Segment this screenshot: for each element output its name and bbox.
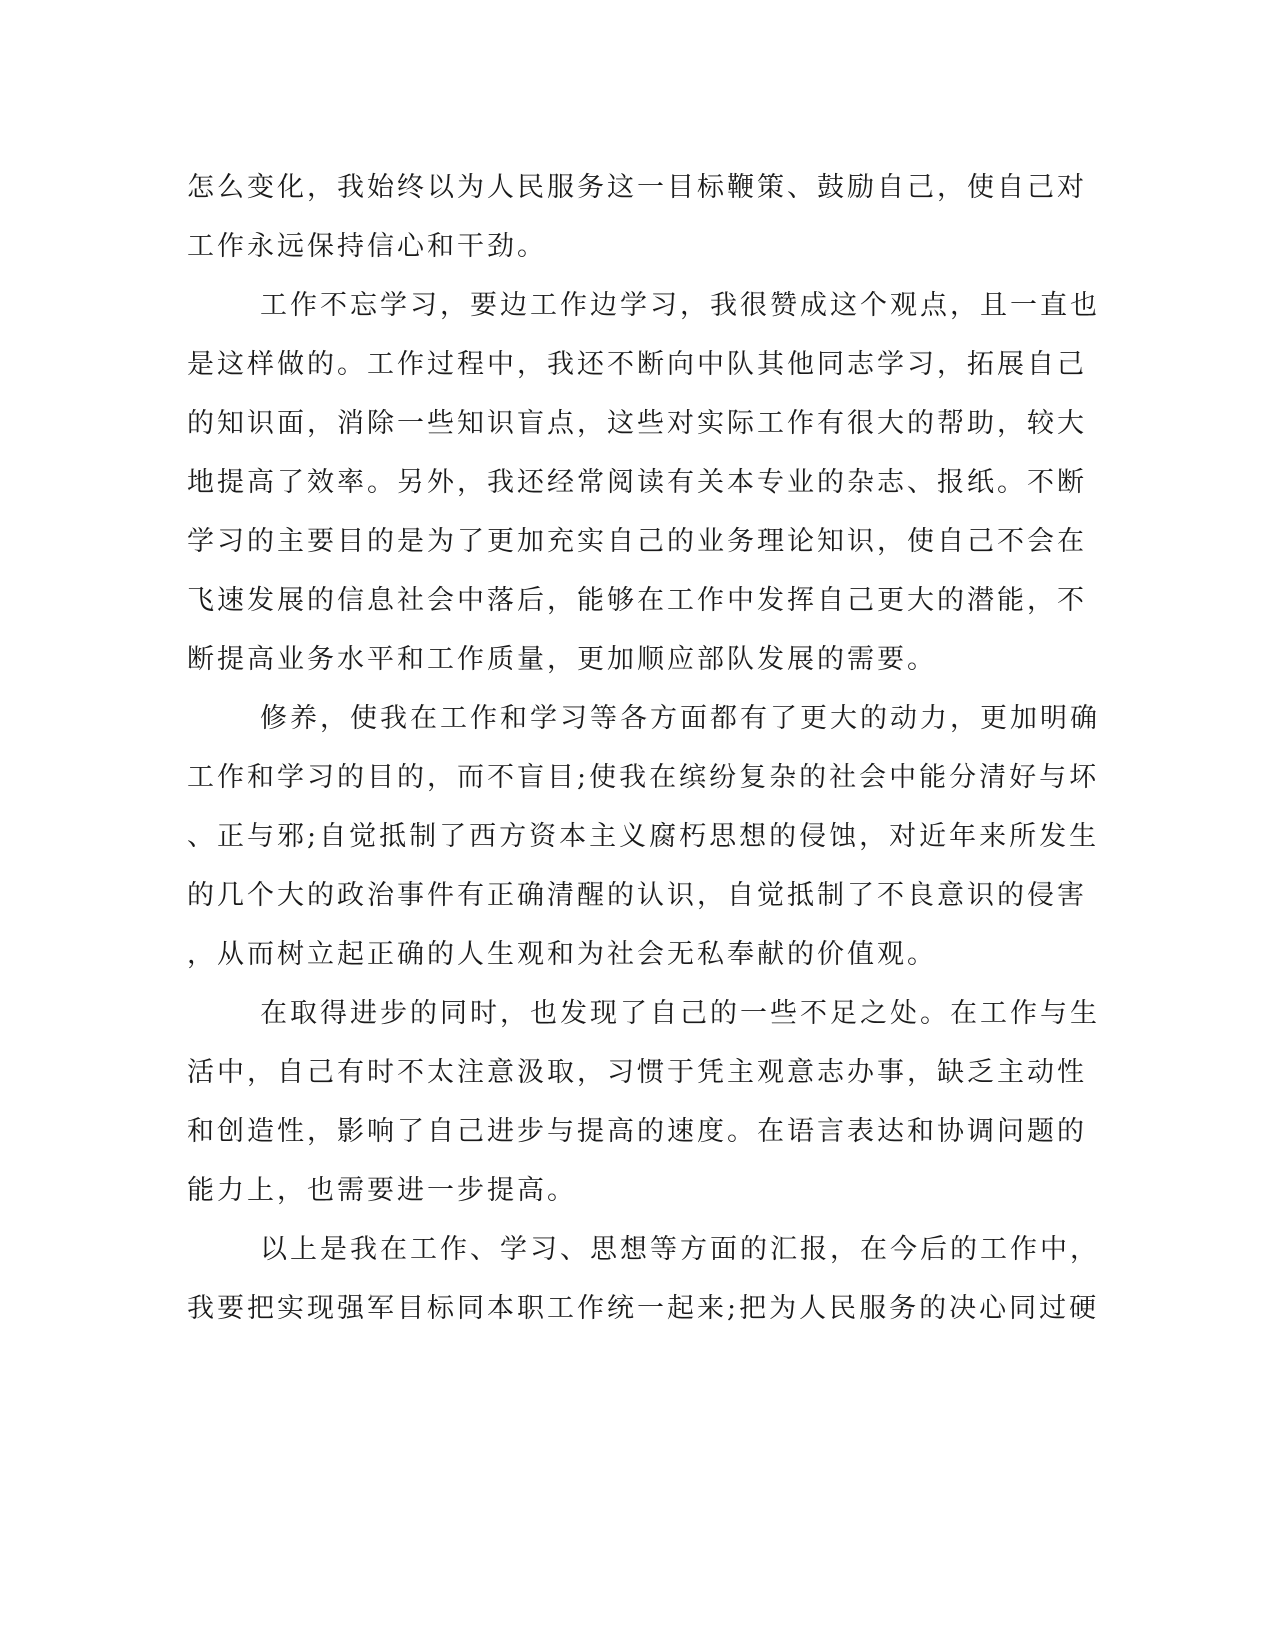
text-line: 工作永远保持信心和干劲。 — [187, 231, 547, 262]
paragraph-start-line: 在取得进步的同时，也发现了自己的一些不足之处。在工作与生 — [260, 998, 1100, 1029]
text-line: 是这样做的。工作过程中，我还不断向中队其他同志学习，拓展自己 — [187, 349, 1087, 380]
text-line: 地提高了效率。另外，我还经常阅读有关本专业的杂志、报纸。不断 — [187, 467, 1087, 498]
text-line: 的几个大的政治事件有正确清醒的认识，自觉抵制了不良意识的侵害 — [187, 880, 1087, 911]
paragraph-start-line: 工作不忘学习，要边工作边学习，我很赞成这个观点，且一直也 — [260, 290, 1100, 321]
paragraph-start-line: 以上是我在工作、学习、思想等方面的汇报，在今后的工作中， — [260, 1234, 1100, 1265]
paragraph-start-line: 修养，使我在工作和学习等各方面都有了更大的动力，更加明确 — [260, 703, 1100, 734]
text-line: 、正与邪;自觉抵制了西方资本主义腐朽思想的侵蚀，对近年来所发生 — [187, 821, 1100, 852]
text-line: 我要把实现强军目标同本职工作统一起来;把为人民服务的决心同过硬 — [187, 1293, 1100, 1324]
text-line: 飞速发展的信息社会中落后，能够在工作中发挥自己更大的潜能，不 — [187, 585, 1087, 616]
text-line: 能力上，也需要进一步提高。 — [187, 1175, 577, 1206]
text-line: 的知识面，消除一些知识盲点，这些对实际工作有很大的帮助，较大 — [187, 408, 1087, 439]
text-line: 工作和学习的目的，而不盲目;使我在缤纷复杂的社会中能分清好与坏 — [187, 762, 1100, 793]
text-line: 断提高业务水平和工作质量，更加顺应部队发展的需要。 — [187, 644, 937, 675]
text-line: 怎么变化，我始终以为人民服务这一目标鞭策、鼓励自己，使自己对 — [187, 172, 1087, 203]
body-text — [187, 158, 1100, 1338]
text-line: 学习的主要目的是为了更加充实自己的业务理论知识，使自己不会在 — [187, 526, 1087, 557]
text-line: ，从而树立起正确的人生观和为社会无私奉献的价值观。 — [187, 939, 937, 970]
text-line: 和创造性，影响了自己进步与提高的速度。在语言表达和协调问题的 — [187, 1116, 1087, 1147]
text-line: 活中，自己有时不太注意汲取，习惯于凭主观意志办事，缺乏主动性 — [187, 1057, 1087, 1088]
